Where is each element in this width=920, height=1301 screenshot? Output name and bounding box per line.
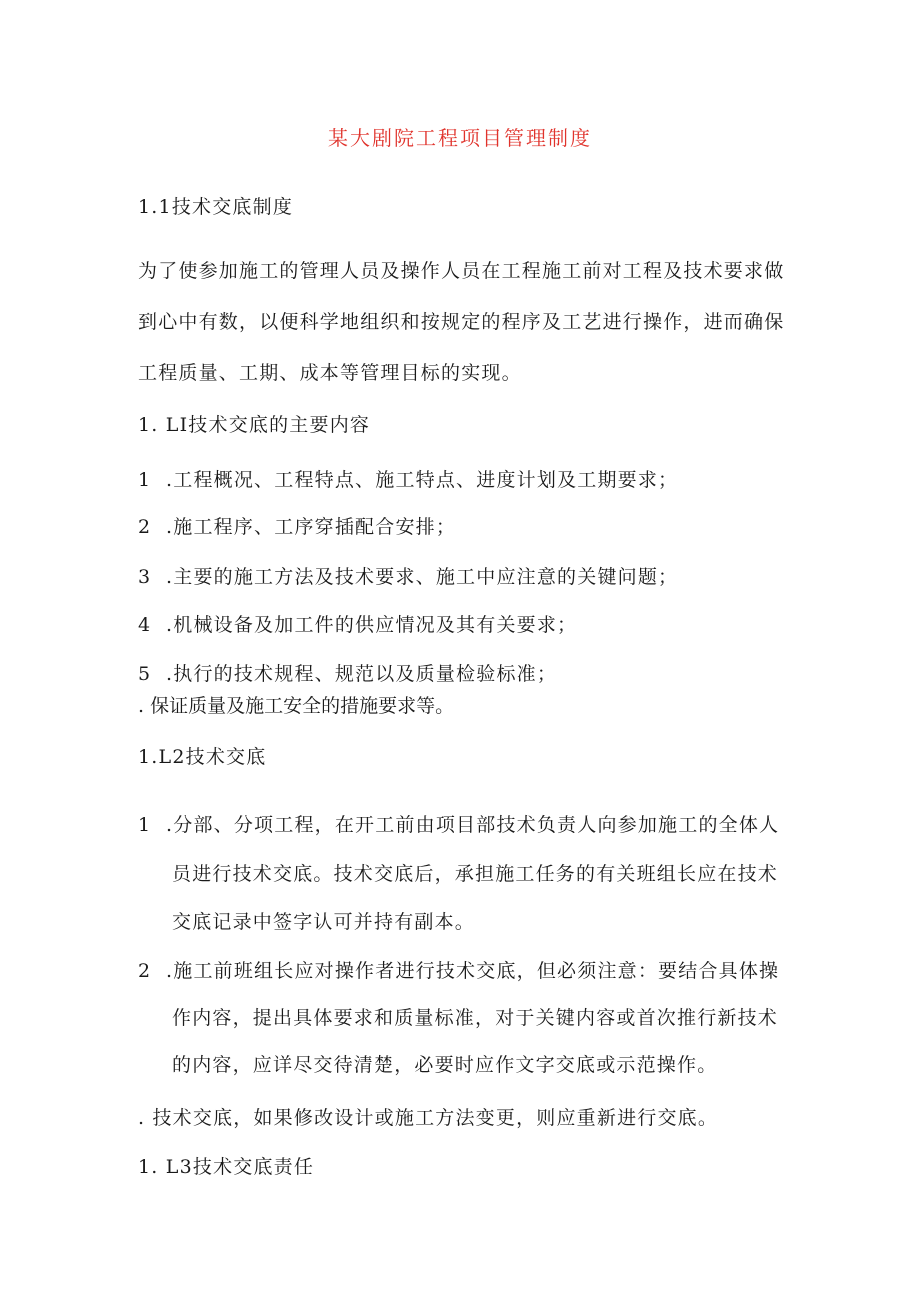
section-heading-1-1-3: 1. L3技术交底责任 [138,1156,315,1178]
document-title: 某大剧院工程项目管理制度 [328,126,592,150]
content-item-text: .机械设备及加工件的供应情况及其有关要求； [166,614,578,636]
disclosure-item-text: .施工前班组长应对操作者进行技术交底，但必须注意：要结合具体操 [166,960,780,982]
disclosure-item-number: 2 [138,960,152,982]
content-item [138,515,456,539]
intro-line-3: 工程质量、工期、成本等管理目标的实现。 [138,362,522,384]
content-item-text: .工程概况、工程特点、施工特点、进度计划及工期要求； [166,469,679,491]
content-item-text: .施工程序、工序穿插配合安排； [166,516,457,538]
content-item-number: 4 [138,614,152,636]
content-item-number: 3 [138,566,152,588]
disclosure-item-line [138,813,779,837]
content-item [138,662,557,686]
content-item-text: .执行的技术规程、规范以及质量检验标准； [166,663,558,685]
disclosure-item-text: .分部、分项工程，在开工前由项目部技术负责人向参加施工的全体人 [166,814,780,836]
intro-line-2: 到心中有数，以便科学地组织和按规定的程序及工艺进行操作，进而确保 [138,311,785,333]
content-item-number: 5 [138,663,152,685]
content-item-text: .主要的施工方法及技术要求、施工中应注意的关键问题； [166,566,679,588]
section-heading-1-1: 1.1技术交底制度 [138,196,294,218]
content-item-6: . 保证质量及施工安全的措施要求等。 [138,695,455,717]
content-item [138,565,678,589]
content-item-number: 2 [138,516,152,538]
section-heading-1-1-2: 1.L2技术交底 [138,746,267,768]
intro-line-1: 为了使参加施工的管理人员及操作人员在工程施工前对工程及技术要求做 [138,260,785,282]
content-item [138,468,678,492]
disclosure-item-line: 员进行技术交底。技术交底后，承担施工任务的有关班组长应在技术 [172,863,779,885]
disclosure-item-line: 交底记录中签字认可并持有副本。 [172,911,476,933]
disclosure-item-line [138,959,779,983]
disclosure-item-3: . 技术交底，如果修改设计或施工方法变更，则应重新进行交底。 [138,1107,719,1129]
section-heading-1-1-1: 1. LI技术交底的主要内容 [138,414,371,436]
disclosure-item-line: 的内容，应详尽交待清楚，必要时应作文字交底或示范操作。 [172,1054,718,1076]
disclosure-item-number: 1 [138,814,152,836]
content-item [138,613,577,637]
content-item-number: 1 [138,469,152,491]
disclosure-item-line: 作内容，提出具体要求和质量标准，对于关键内容或首次推行新技术 [172,1007,779,1029]
